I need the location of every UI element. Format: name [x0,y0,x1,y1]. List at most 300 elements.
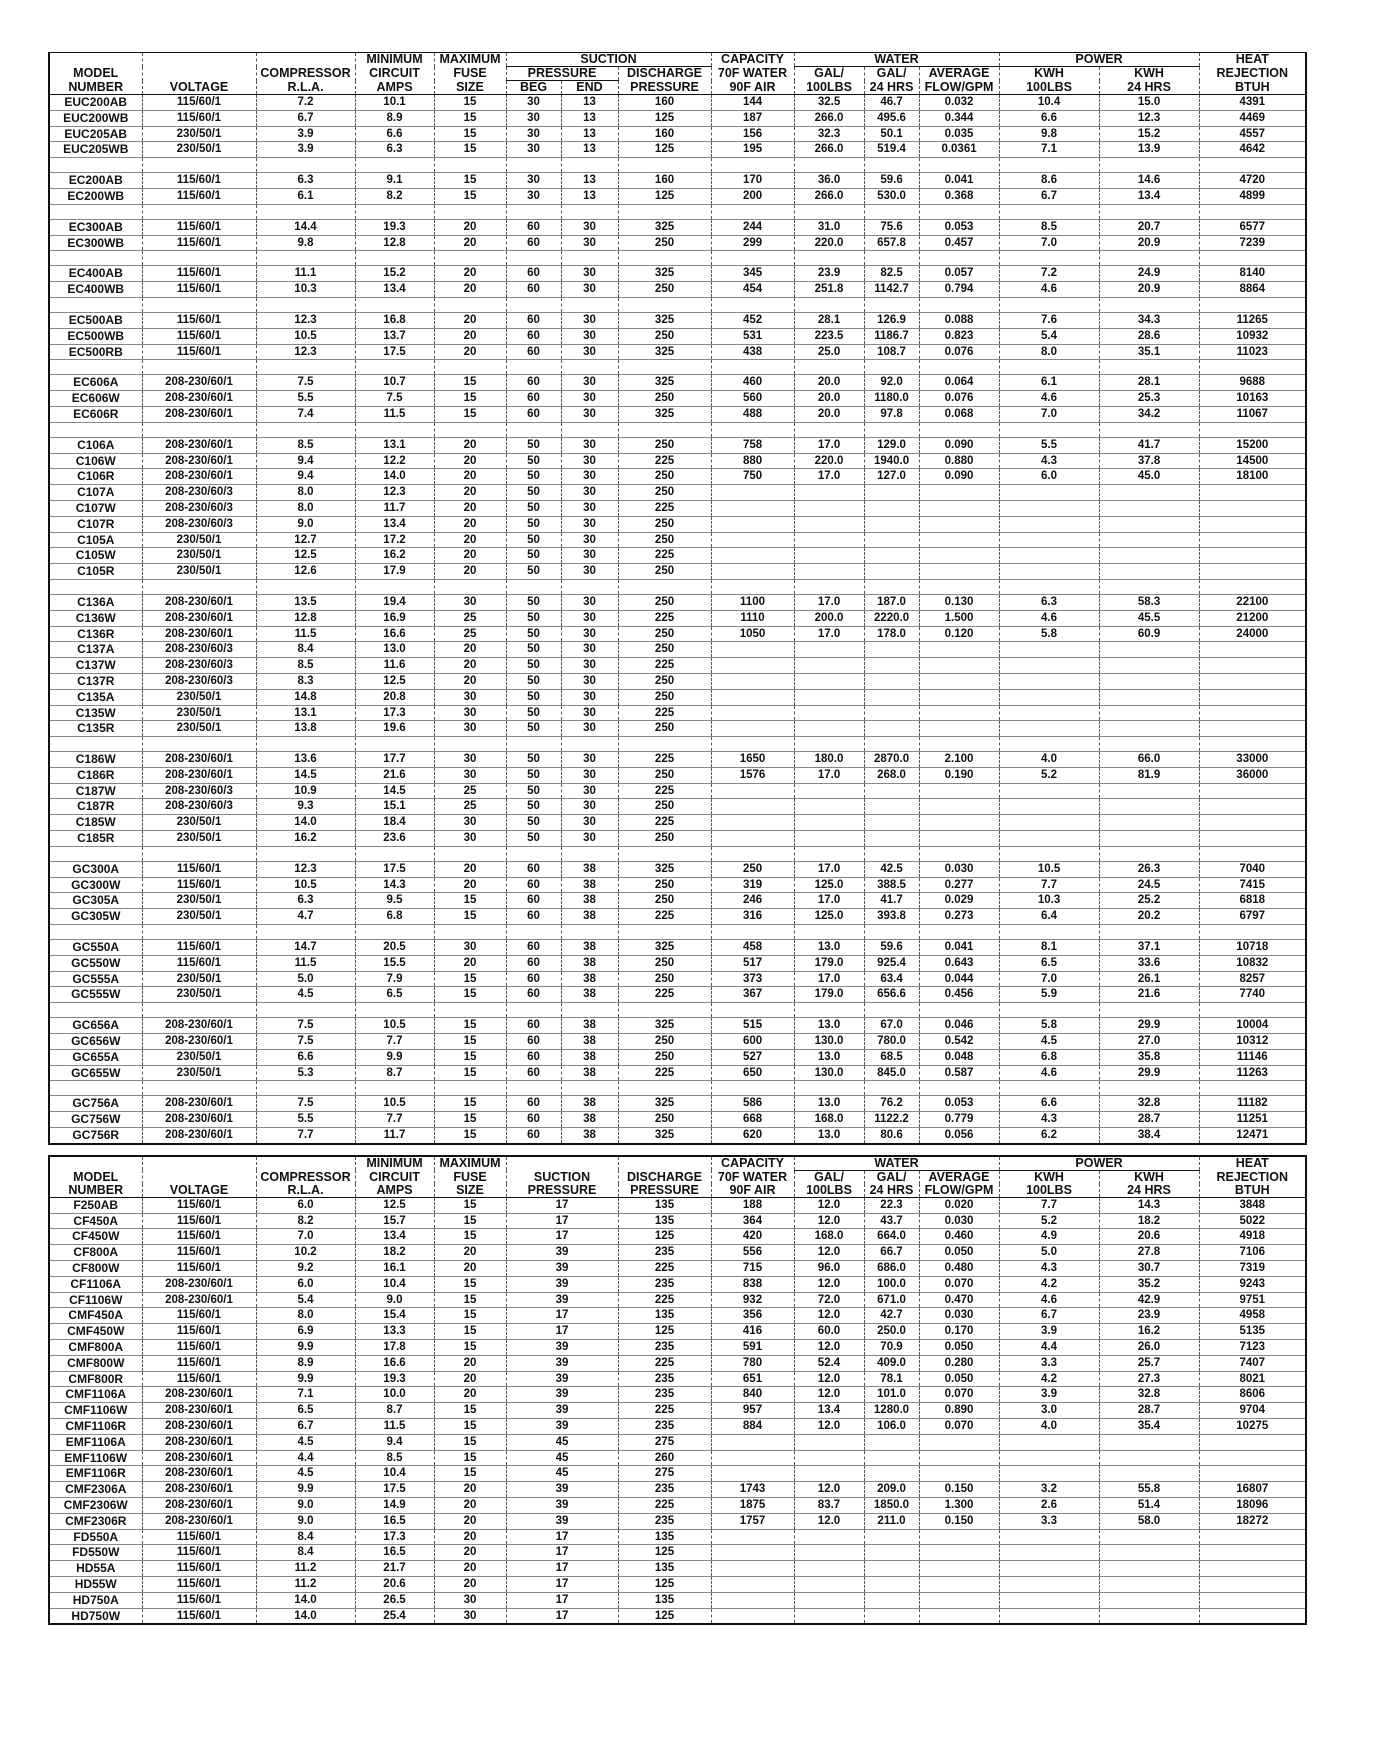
data-cell: 208-230/60/3 [142,658,256,674]
data-cell: 20 [434,516,506,532]
group-spacer-row [49,925,1306,940]
data-cell: 45 [506,1434,618,1450]
spacer-cell [1199,204,1306,219]
data-cell: 28.7 [1099,1403,1199,1419]
data-cell: 0.050 [919,1371,999,1387]
model-header-1: MODEL [73,66,119,80]
t2-gal-100-header-1: GAL/ [794,1170,864,1184]
data-cell: 30 [561,532,618,548]
table-row [49,126,1306,142]
data-cell: 30 [561,594,618,610]
data-cell: 932 [711,1292,794,1308]
spacer-cell [1099,1081,1199,1096]
data-cell: 106.0 [864,1418,919,1434]
group-spacer-row [49,158,1306,173]
table-row [49,1482,1306,1498]
table-row [49,767,1306,783]
data-cell [999,673,1099,689]
data-cell: 26.3 [1099,861,1199,877]
data-cell [1099,1576,1199,1592]
data-cell: 230/50/1 [142,689,256,705]
data-cell: 14500 [1199,453,1306,469]
spacer-cell [1099,737,1199,752]
data-cell: 260 [618,1450,711,1466]
data-cell: 250 [618,532,711,548]
data-cell: 7.1 [256,1387,355,1403]
spacer-cell [618,925,711,940]
data-cell [864,1592,919,1608]
data-cell: 42.9 [1099,1292,1199,1308]
data-cell: 20 [434,312,506,328]
spacer-cell [1199,846,1306,861]
data-cell: 21.6 [1099,987,1199,1003]
data-cell: 11263 [1199,1065,1306,1081]
model-number-cell: GC550A [49,940,142,956]
data-cell: 30 [561,485,618,501]
spacer-cell [142,1003,256,1018]
t2-model-header-2: NUMBER [49,1184,142,1198]
data-cell: 11.5 [355,1418,434,1434]
model-number-cell: GC656A [49,1018,142,1034]
data-cell: 25.2 [1099,893,1199,909]
data-cell: 92.0 [864,375,919,391]
data-cell [999,1561,1099,1577]
spacer-cell [506,925,561,940]
data-cell: 30 [561,266,618,282]
data-cell [794,689,864,705]
spacer-cell [142,297,256,312]
data-cell: 10832 [1199,955,1306,971]
data-cell [919,705,999,721]
data-cell: 9.5 [355,893,434,909]
data-cell: 20.8 [355,689,434,705]
data-cell: 15 [434,1418,506,1434]
data-cell: 10.5 [256,877,355,893]
table-row [49,391,1306,407]
spacer-cell [506,1003,561,1018]
spacer-cell [49,297,142,312]
spacer-cell [711,158,794,173]
data-cell: 1940.0 [864,453,919,469]
table-row [49,831,1306,847]
data-cell: 17.7 [355,752,434,768]
data-cell: 715 [711,1261,794,1277]
table-row [49,1387,1306,1403]
data-cell: 30 [561,626,618,642]
data-cell: 13.4 [1099,188,1199,204]
data-cell: 13.9 [1099,142,1199,158]
data-cell: 4.0 [999,752,1099,768]
data-cell: 24000 [1199,626,1306,642]
data-cell: 6.6 [999,1096,1099,1112]
data-cell: 9.4 [256,453,355,469]
data-cell: 20 [434,1529,506,1545]
data-cell [864,548,919,564]
data-cell: 20 [434,1497,506,1513]
t2-gal-24-header-2: 24 HRS [864,1184,919,1198]
data-cell: 11.2 [256,1561,355,1577]
data-cell: 250 [618,673,711,689]
data-cell: 30 [561,673,618,689]
data-cell: 15.0 [1099,95,1199,111]
data-cell: 0.794 [919,282,999,298]
data-cell: 80.6 [864,1128,919,1144]
model-number-cell: C135A [49,689,142,705]
data-cell: 50 [506,610,561,626]
data-cell: 30 [434,594,506,610]
data-cell: 17.0 [794,594,864,610]
data-cell: 59.6 [864,940,919,956]
data-cell [1099,548,1199,564]
spacer-cell [919,1003,999,1018]
data-cell: 4.6 [999,391,1099,407]
data-cell: 13.6 [256,752,355,768]
data-cell: 20 [434,453,506,469]
table-row [49,815,1306,831]
data-cell: 42.7 [864,1308,919,1324]
data-cell: 50 [506,815,561,831]
data-cell: 9.9 [355,1049,434,1065]
data-cell: 180.0 [794,752,864,768]
data-cell: 0.076 [919,344,999,360]
data-cell: 20 [434,642,506,658]
data-cell: 17.8 [355,1340,434,1356]
spacer-cell [49,204,142,219]
data-cell: 25.3 [1099,391,1199,407]
spacer-cell [864,297,919,312]
data-cell: 30 [506,110,561,126]
data-cell: 130.0 [794,1065,864,1081]
data-cell [864,705,919,721]
spacer-cell [561,579,618,594]
spacer-cell [142,422,256,437]
table-row [49,799,1306,815]
spacer-cell [355,158,434,173]
t2-compressor-header-1: COMPRESSOR [256,1170,355,1184]
group-spacer-row [49,846,1306,861]
model-number-cell: EMF1106W [49,1450,142,1466]
spacer-cell [506,251,561,266]
data-cell: 8.5 [256,658,355,674]
data-cell: 6.8 [355,909,434,925]
data-cell: 20 [434,658,506,674]
spacer-cell [256,422,355,437]
model-number-cell: HD55A [49,1561,142,1577]
data-cell: 4.6 [999,1065,1099,1081]
data-cell: 42.5 [864,861,919,877]
data-cell: 30 [434,767,506,783]
data-cell: 8.4 [256,642,355,658]
model-number-cell: GC555A [49,971,142,987]
data-cell: 30 [506,95,561,111]
data-cell: 200.0 [794,610,864,626]
data-cell: 8.4 [256,1529,355,1545]
data-cell: 10.5 [355,1096,434,1112]
spacer-cell [506,158,561,173]
data-cell [1099,564,1199,580]
data-cell: 168.0 [794,1112,864,1128]
data-cell: 4.9 [999,1229,1099,1245]
table-row [49,626,1306,642]
data-cell: 208-230/60/3 [142,783,256,799]
data-cell: 135 [618,1308,711,1324]
data-cell [1199,532,1306,548]
table-row [49,1034,1306,1050]
data-cell: 15 [434,1034,506,1050]
t2-kwh-24-header-1: KWH [1099,1170,1199,1184]
data-cell: 0.044 [919,971,999,987]
data-cell: 187 [711,110,794,126]
spacer-cell [434,422,506,437]
data-cell: 7.2 [256,95,355,111]
data-cell: 325 [618,1128,711,1144]
data-cell: 8.4 [256,1545,355,1561]
table-row [49,955,1306,971]
t2-min-circuit-header-3: AMPS [355,1184,434,1198]
data-cell: 620 [711,1128,794,1144]
data-cell [919,516,999,532]
data-cell: 115/60/1 [142,1529,256,1545]
data-cell: 30 [434,940,506,956]
data-cell [1199,831,1306,847]
table-row [49,1355,1306,1371]
data-cell: 4.5 [999,1034,1099,1050]
data-cell: 460 [711,375,794,391]
data-cell: 6.1 [999,375,1099,391]
heat-header-2: REJECTION [1199,67,1306,81]
data-cell [999,642,1099,658]
data-cell: 125 [618,1229,711,1245]
spacer-cell [919,251,999,266]
data-cell: 3.9 [256,126,355,142]
data-cell: 8.0 [999,344,1099,360]
data-cell: 15 [434,1340,506,1356]
data-cell: 488 [711,406,794,422]
data-cell: 3.9 [256,142,355,158]
data-cell: 0.057 [919,266,999,282]
data-cell [1199,658,1306,674]
spacer-cell [49,1003,142,1018]
data-cell: 925.4 [864,955,919,971]
data-cell: 225 [618,1065,711,1081]
max-fuse-header-3: SIZE [434,81,506,95]
data-cell: 20 [434,877,506,893]
data-cell: 30 [506,126,561,142]
data-cell [919,815,999,831]
power-group-header: POWER [999,53,1199,67]
data-cell: 230/50/1 [142,815,256,831]
spacer-cell [256,1003,355,1018]
data-cell: 20 [434,1513,506,1529]
data-cell: 6.7 [999,1308,1099,1324]
data-cell: 30 [561,469,618,485]
data-cell: 115/60/1 [142,312,256,328]
kwh-100-header-1: KWH [999,67,1099,81]
data-cell: 208-230/60/1 [142,1403,256,1419]
data-cell [864,783,919,799]
spacer-cell [355,925,434,940]
data-cell: 5.4 [256,1292,355,1308]
data-cell: 16.2 [256,831,355,847]
data-cell [711,1545,794,1561]
model-number-cell: EC400WB [49,282,142,298]
spacer-cell [794,158,864,173]
data-cell: 125 [618,1608,711,1624]
spacer-cell [794,204,864,219]
data-cell: 10.3 [256,282,355,298]
data-cell [711,799,794,815]
data-cell: 39 [506,1355,618,1371]
data-cell [711,1592,794,1608]
data-cell [1099,485,1199,501]
spacer-cell [1199,579,1306,594]
data-cell: 60 [506,893,561,909]
t2-kwh-100-header-1: KWH [999,1170,1099,1184]
data-cell: 0.643 [919,955,999,971]
data-cell: 452 [711,312,794,328]
data-cell: 24.5 [1099,877,1199,893]
data-cell [794,658,864,674]
data-cell: 208-230/60/1 [142,752,256,768]
spacer-cell [49,925,142,940]
data-cell: 30 [561,752,618,768]
table-row [49,940,1306,956]
heat-header-3: BTUH [1199,81,1306,95]
t2-min-circuit-header-2: CIRCUIT [355,1170,434,1184]
data-cell [999,1545,1099,1561]
data-cell: 50 [506,564,561,580]
data-cell: 16807 [1199,1482,1306,1498]
table-row [49,188,1306,204]
capacity-header-1: CAPACITY [711,53,794,67]
model-number-cell: C107A [49,485,142,501]
data-cell: 225 [618,783,711,799]
table-row [49,673,1306,689]
model-number-cell: C137R [49,673,142,689]
spacer-cell [561,158,618,173]
data-cell: 0.480 [919,1261,999,1277]
data-cell [1099,799,1199,815]
data-cell: 10163 [1199,391,1306,407]
table-row [49,219,1306,235]
spacer-cell [256,360,355,375]
data-cell: 25 [434,799,506,815]
data-cell: 13.4 [355,516,434,532]
data-cell: 7.5 [355,391,434,407]
spacer-cell [506,1081,561,1096]
data-cell: 3.9 [999,1324,1099,1340]
data-cell: 30 [561,500,618,516]
data-cell: 15.2 [1099,126,1199,142]
model-number-cell: CMF800W [49,1355,142,1371]
data-cell: 325 [618,1018,711,1034]
data-cell: 225 [618,752,711,768]
data-cell: 225 [618,987,711,1003]
table-row [49,987,1306,1003]
data-cell: 168.0 [794,1229,864,1245]
table-row [49,1545,1306,1561]
data-cell: 0.029 [919,893,999,909]
spacer-cell [49,579,142,594]
data-cell: 2220.0 [864,610,919,626]
heat-header-1: HEAT [1199,53,1306,67]
data-cell: 4.0 [999,1418,1099,1434]
spacer-cell [919,579,999,594]
data-cell [1199,689,1306,705]
spacer-cell [561,251,618,266]
data-cell: 63.4 [864,971,919,987]
data-cell: 28.6 [1099,328,1199,344]
model-number-cell: GC305A [49,893,142,909]
data-cell: 12.0 [794,1418,864,1434]
table-row [49,1576,1306,1592]
data-cell: 325 [618,312,711,328]
spacer-cell [618,360,711,375]
data-cell: 13 [561,126,618,142]
spacer-cell [561,422,618,437]
data-cell: 0.048 [919,1049,999,1065]
data-cell: 15 [434,1065,506,1081]
data-cell: 220.0 [794,453,864,469]
data-cell: 20 [434,548,506,564]
data-cell: 393.8 [864,909,919,925]
table-row [49,861,1306,877]
data-cell: 125 [618,1545,711,1561]
data-cell: 244 [711,219,794,235]
t2-compressor-header-2: R.L.A. [256,1184,355,1198]
table-row [49,1292,1306,1308]
data-cell: 420 [711,1229,794,1245]
data-cell [999,1434,1099,1450]
data-cell: 556 [711,1245,794,1261]
data-cell: 13.4 [355,1229,434,1245]
data-cell: 14.3 [1099,1197,1199,1213]
data-cell: 38 [561,1112,618,1128]
data-cell: 7239 [1199,235,1306,251]
data-cell: 0.150 [919,1513,999,1529]
data-cell: 6.6 [256,1049,355,1065]
spacer-cell [794,360,864,375]
data-cell [999,658,1099,674]
model-number-cell: CF800A [49,1245,142,1261]
data-cell: 15 [434,406,506,422]
data-cell: 27.8 [1099,1245,1199,1261]
data-cell: 20 [434,861,506,877]
data-cell: 115/60/1 [142,1197,256,1213]
data-cell: 266.0 [794,142,864,158]
data-cell: 60 [506,861,561,877]
data-cell [711,783,794,799]
data-cell: 17.0 [794,626,864,642]
table-row [49,282,1306,298]
spacer-cell [355,579,434,594]
data-cell: 4.4 [256,1450,355,1466]
data-cell: 11.5 [256,955,355,971]
table-row [49,1213,1306,1229]
data-cell: 15 [434,375,506,391]
spacer-cell [506,737,561,752]
data-cell: 46.7 [864,95,919,111]
data-cell: 135 [618,1529,711,1545]
data-cell: 16.9 [355,610,434,626]
data-cell: 38 [561,861,618,877]
data-cell: 13.0 [794,1096,864,1112]
primary-table-header [49,53,1306,95]
data-cell: 208-230/60/1 [142,1034,256,1050]
spacer-cell [506,579,561,594]
table-row [49,1324,1306,1340]
data-cell: 0.890 [919,1403,999,1419]
